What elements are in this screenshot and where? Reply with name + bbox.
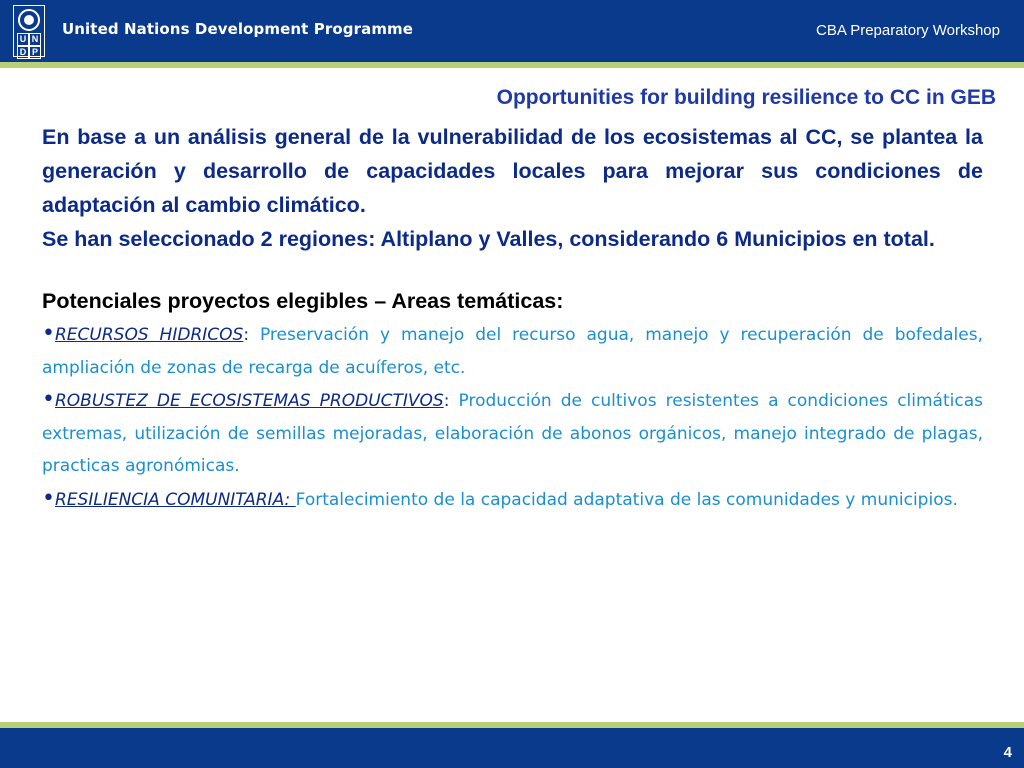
- bullet-separator: :: [243, 325, 250, 345]
- undp-logo: [13, 5, 45, 57]
- header-accent-rule: [0, 62, 1024, 68]
- intro-paragraph: Se han seleccionado 2 regiones: Altiplano y Valles, considerando 6 Municipios en total.: [42, 227, 935, 251]
- organization-name: United Nations Development Programme: [62, 20, 414, 38]
- event-name: CBA Preparatory Workshop: [816, 22, 1000, 39]
- logo-letter: D: [17, 46, 29, 59]
- page-number: 4: [1003, 744, 1012, 761]
- bullet-text: Producción de cultivos resistentes a condiciones climáticas extremas, utilización de semillas mejoradas, elaboración de abonos orgánicos, manejo integrado de plagas, practicas agronómicas.: [42, 391, 983, 476]
- logo-letter: N: [29, 33, 41, 46]
- bullet-text: Preservación y manejo del recurso agua, manejo y recuperación de bofedales, ampliación de zonas de recarga de acuíferos, etc.: [42, 325, 983, 378]
- thematic-areas-list: [42, 318, 983, 516]
- bullet-term: RESILIENCIA COMUNITARIA:: [54, 489, 296, 510]
- bullet-marker: •: [42, 485, 55, 511]
- intro-text: [42, 120, 983, 256]
- slide-content: [42, 120, 983, 516]
- bullet-term: ROBUSTEZ DE ECOSISTEMAS PRODUCTIVOS: [54, 391, 444, 411]
- bullet-marker: •: [42, 321, 55, 346]
- section-heading: Potenciales proyectos elegibles – Areas temáticas:: [42, 289, 564, 313]
- bullet-separator: :: [443, 391, 450, 411]
- header-bar: [0, 0, 1024, 62]
- bullet-text: Fortalecimiento de la capacidad adaptativa de las comunidades y municipios.: [295, 489, 958, 510]
- footer-bar: [0, 728, 1024, 768]
- slide-title: Opportunities for building resilience to CC in GEB: [496, 86, 996, 109]
- bullet-marker: •: [42, 387, 55, 412]
- intro-paragraph: En base a un análisis general de la vulnerabilidad de los ecosistemas al CC, se plantea la generación y desarrollo de capacidades locales para mejorar sus condiciones de adaptación al cambio climático.: [42, 125, 983, 217]
- undp-letters: [17, 33, 41, 55]
- bullet-term: RECURSOS HIDRICOS: [54, 325, 244, 345]
- un-emblem-icon: [18, 9, 40, 31]
- logo-letter: U: [17, 33, 29, 46]
- logo-letter: P: [29, 46, 41, 59]
- list-item: [42, 384, 983, 483]
- list-item: [42, 483, 983, 517]
- list-item: [42, 318, 983, 384]
